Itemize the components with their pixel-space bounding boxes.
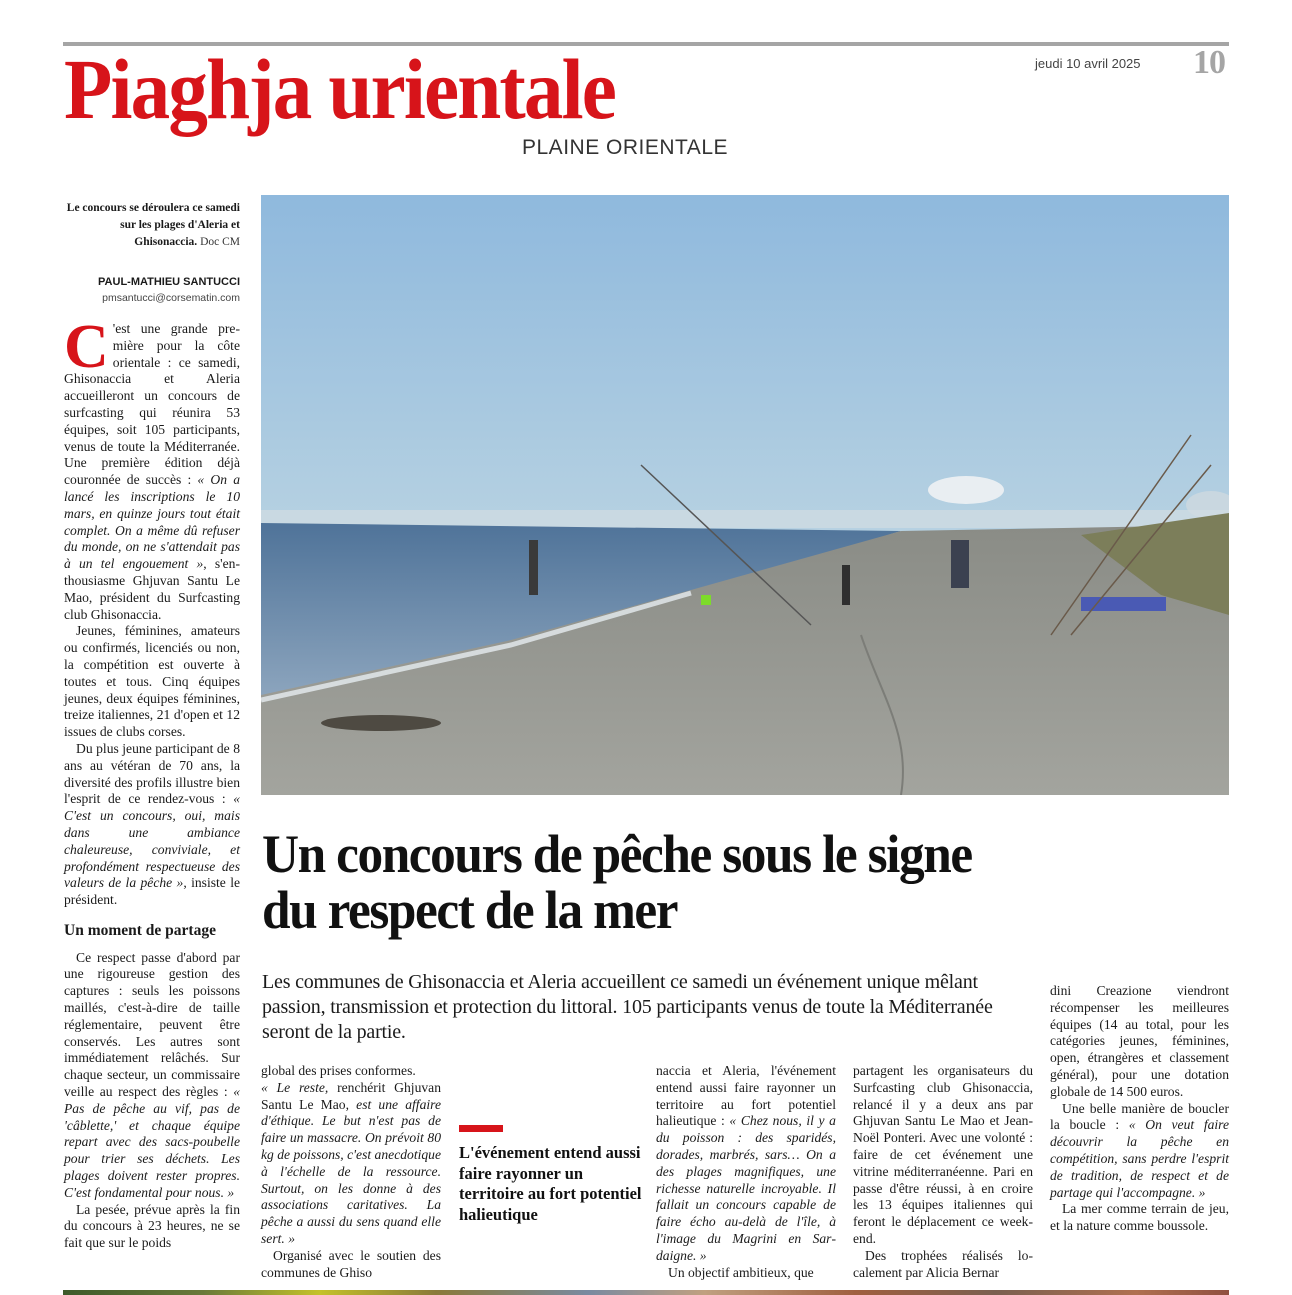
paragraph bbox=[64, 313, 240, 623]
text: , s'enthousiasme Ghjuvan Santu Le Mao, président du Surfcasting club Ghisonaccia. bbox=[64, 556, 240, 622]
issue-date: jeudi 10 avril 2025 bbox=[1035, 56, 1141, 71]
caption-text: Le concours se déroulera ce samedi sur les plages d'Aleria et Ghisonaccia. bbox=[66, 202, 240, 248]
paragraph bbox=[64, 741, 240, 909]
quote: « Le reste, bbox=[261, 1079, 329, 1095]
fisherman bbox=[842, 565, 850, 605]
fisherman bbox=[951, 540, 969, 588]
standfirst: Les communes de Ghisonaccia et Aleria accueillent ce samedi un événement unique mêlant passion, transmission et protection du littoral. 105 participants venus de toute la Méditerranée seront de la partie. bbox=[262, 971, 993, 1043]
pullquote-bar bbox=[459, 1125, 503, 1132]
beach-photo-illustration bbox=[261, 195, 1229, 795]
paragraph: Organisé avec le soutien des communes de Ghiso bbox=[261, 1247, 441, 1280]
paragraph: global des prises conformes. bbox=[261, 1063, 416, 1078]
article-column-2 bbox=[261, 1063, 441, 1281]
text: Ce respect passe d'abord par une rigoureuse gestion des captures : seuls les poissons maillés, c'est-à-dire de taille réglementaire, peuvent être conservés. Les autres sont immédiatement relâchés. Sur chaque secteur, un commissaire veille au respect des règles : bbox=[64, 949, 240, 1100]
paragraph: Un objectif ambitieux, que bbox=[668, 1264, 814, 1280]
paragraph: La pesée, prévue après la fin du concours à 23 heures, ne se fait que sur le poids bbox=[64, 1201, 240, 1251]
paragraph bbox=[1050, 1101, 1229, 1202]
pullquote bbox=[459, 1125, 644, 1225]
text: Du plus jeune participant de 8 ans au vétéran de 70 ans, la diversité des profils illustre bien l'esprit de ce rendez-vous : bbox=[64, 740, 240, 807]
driftwood bbox=[321, 715, 441, 731]
text: , insiste le président. bbox=[64, 875, 241, 908]
photo-caption bbox=[64, 200, 240, 251]
section-subtitle: PLAINE ORIENTALE bbox=[522, 136, 729, 159]
page-number: 10 bbox=[1193, 44, 1225, 81]
paragraph: dini Creazione viendront récompenser les meilleures équipes (14 au total, pour les catégories jeunes, féminines, open, étrangères et classement général), pour une dotation globale de 14 500 euros. bbox=[1050, 983, 1229, 1099]
fisherman bbox=[529, 540, 538, 595]
article-column-1 bbox=[64, 313, 241, 1252]
headline: Un concours de pêche sous le signe du respect de la mer bbox=[262, 824, 972, 940]
article-column-3 bbox=[656, 1063, 836, 1281]
section-title: Piaghja urientale bbox=[64, 41, 616, 137]
text: naccia et Aleria, l'événement entend aussi faire rayonner un territoire au fort potentiel halieutique : bbox=[656, 1063, 836, 1129]
paragraph: La mer comme terrain de jeu, et la nature comme boussole. bbox=[1050, 1201, 1229, 1234]
quote: « On a lancé les inscriptions le 10 mars, en quinze jours tout était complet. On a même dû refuser du monde, on ne s'attendait pas à un tel engouement » bbox=[64, 472, 240, 572]
paragraph bbox=[656, 1063, 836, 1265]
article-column-5 bbox=[1050, 983, 1229, 1235]
photo-credit: Doc CM bbox=[200, 236, 240, 248]
article-column-4 bbox=[853, 1063, 1033, 1281]
cloud bbox=[928, 476, 1004, 504]
text: Une belle manière de boucler la boucle : bbox=[1050, 1100, 1229, 1133]
text: renchérit Ghjuvan Santu Le Mao, bbox=[261, 1079, 441, 1112]
author-email[interactable]: pmsantucci@corsematin.com bbox=[102, 292, 240, 304]
bucket bbox=[701, 595, 711, 605]
byline bbox=[64, 274, 240, 306]
quote: « C'est un concours, oui, mais dans une ambiance chaleureuse, conviviale, et profondément respectueuse des valeurs de la pêche » bbox=[64, 791, 240, 891]
paragraph: partagent les organisateurs du Surfcasting club Ghisonaccia, relancé il y a deux ans par Ghjuvan Santu Le Mao et Jean-Noël Ponteri. Avec une volonté : faire de cet événement une vitrine méditerranéenne. Pari en passe d'être réussi, à en croire les 13 équipes italiennes qui feront le déplacement ce week-end. bbox=[853, 1063, 1033, 1246]
quote: « Pas de pêche au vif, pas de 'câblette,' et chaque équipe repart avec des sacs-poubelle pour trier ses déchets. Les plages doivent rester propres. C'est fondamental pour nous. » bbox=[64, 1084, 240, 1200]
quote: « Chez nous, il y a du poisson : des sparidés, dorades, marbrés, sars… On a des plages magnifiques, une richesse naturelle incroyable. Il fallait un concours capable de faire écho au-delà de l'île, à l'image du Magrini en Sardaigne. » bbox=[656, 1113, 836, 1263]
drop-cap: C bbox=[64, 313, 109, 381]
paragraph bbox=[261, 1080, 441, 1248]
author-name: PAUL-MATHIEU SANTUCCI bbox=[98, 276, 240, 288]
article-photo bbox=[261, 195, 1229, 795]
subheading: Un moment de partage bbox=[64, 921, 216, 939]
paragraph: Jeunes, féminines, amateurs ou confirmés, licenciés ou non, la compétition est ouverte à toutes et tous. Cinq équipes jeunes, deux équipes féminines, treize italiennes, 21 d'open et 12 issues de clubs corses. bbox=[64, 623, 240, 740]
paragraph: Des trophées réalisés localement par Alicia Bernar bbox=[853, 1247, 1033, 1280]
quote: « On veut faire découvrir la pêche en compétition, sans perdre l'esprit de tradition, de respect et de partage qui l'accompagne. » bbox=[1050, 1117, 1229, 1200]
quote: est une affaire d'éthique. Le but n'est pas de faire un massacre. On prévoit 80 kg de poissons, c'est anecdotique à l'échelle de la ressource. Surtout, on les donne à des associations caritatives. La pêche a aussi du sens quand elle sert. » bbox=[261, 1096, 441, 1246]
text: 'est une grande première pour la côte orientale : ce samedi, Ghisonaccia et Aleria accueilleront un concours de surfcasting qui réunira 53 équipes, soit 105 participants, venus de toute la Méditerranée. Une première édition déjà couronnée de succès : bbox=[64, 321, 240, 488]
next-photo-strip bbox=[63, 1290, 1229, 1295]
paragraph bbox=[64, 950, 240, 1202]
cart bbox=[1081, 597, 1166, 611]
pullquote-text: L'événement entend aussi faire rayonner un territoire au fort potentiel halieutique bbox=[459, 1143, 642, 1224]
